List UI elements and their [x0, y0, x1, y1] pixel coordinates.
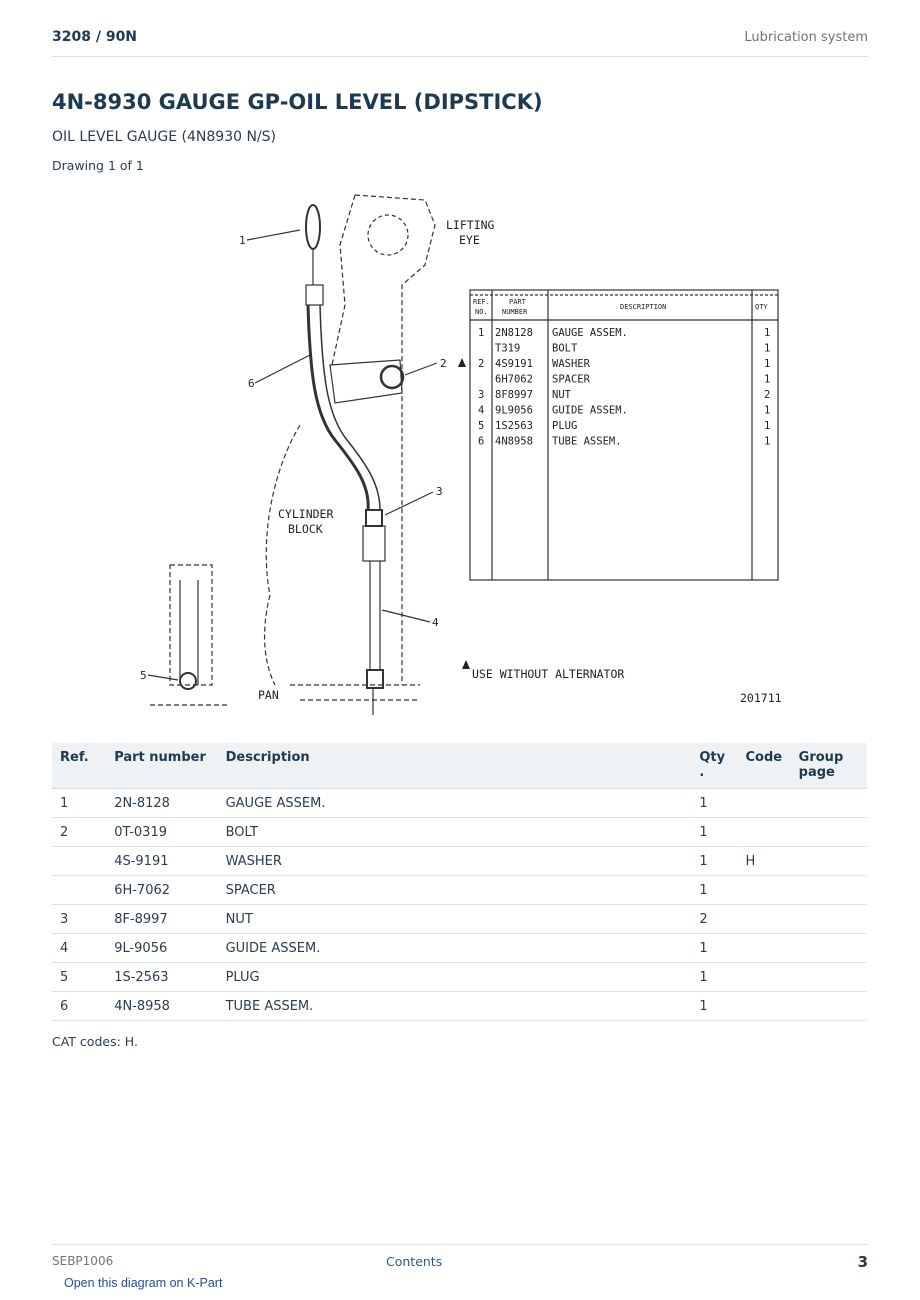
cell-ref: 4 — [52, 934, 106, 963]
cell-code — [737, 963, 790, 992]
cell-part-number: 6H-7062 — [106, 876, 217, 905]
inset-cell-part: 4N8958 — [495, 435, 533, 448]
parts-table — [52, 743, 867, 1021]
col-description: Description — [218, 743, 692, 789]
cell-description: SPACER — [218, 876, 692, 905]
col-code: Code — [737, 743, 790, 789]
inset-header-description: DESCRIPTION — [620, 303, 667, 311]
doc-id: SEBP1006 — [52, 1254, 114, 1268]
inset-cell-ref: 2 — [478, 358, 485, 370]
table-row — [52, 876, 867, 905]
inset-cell-qty: 1 — [764, 358, 771, 370]
cell-part-number: 1S-2563 — [106, 963, 217, 992]
drawing-count: Drawing 1 of 1 — [52, 158, 144, 173]
cell-ref: 1 — [52, 789, 106, 818]
cell-part-number: 4N-8958 — [106, 992, 217, 1021]
callout-3: 3 — [436, 485, 443, 498]
inset-header-part-2: NUMBER — [502, 308, 528, 316]
inset-cell-ref: 1 — [478, 327, 485, 339]
table-row — [52, 789, 867, 818]
col-part-number: Part number — [106, 743, 217, 789]
cell-group-page — [791, 789, 867, 818]
cell-group-page — [791, 934, 867, 963]
callout-6: 6 — [248, 377, 255, 390]
inset-header-part-1: PART — [509, 298, 526, 306]
page-number: 3 — [857, 1253, 868, 1271]
cell-code — [737, 905, 790, 934]
inset-cell-qty: 1 — [764, 373, 771, 386]
cell-part-number: 9L-9056 — [106, 934, 217, 963]
cell-code — [737, 934, 790, 963]
label-cylinder-block-1: CYLINDER — [278, 507, 334, 521]
inset-cell-ref: 5 — [478, 420, 485, 432]
cell-ref: 6 — [52, 992, 106, 1021]
cell-code — [737, 992, 790, 1021]
page-title: 4N-8930 GAUGE GP-OIL LEVEL (DIPSTICK) — [52, 90, 543, 114]
inset-cell-part: 4S9191 — [495, 358, 533, 370]
callout-2: 2 — [440, 357, 447, 370]
cell-description: NUT — [218, 905, 692, 934]
cell-code — [737, 876, 790, 905]
label-pan: PAN — [258, 688, 279, 702]
inset-header-ref-2: NO. — [475, 308, 488, 316]
inset-cell-description: NUT — [552, 389, 571, 401]
table-row — [52, 847, 867, 876]
table-row — [52, 905, 867, 934]
cell-part-number: 2N-8128 — [106, 789, 217, 818]
label-lifting-eye-1: LIFTING — [446, 218, 495, 232]
inset-cell-part: 2N8128 — [495, 327, 533, 339]
inset-header-qty: QTY — [755, 303, 768, 311]
inset-cell-description: SPACER — [552, 373, 590, 386]
cell-ref: 5 — [52, 963, 106, 992]
inset-cell-qty: 2 — [764, 389, 771, 401]
cell-qty: 1 — [691, 847, 737, 876]
col-ref: Ref. — [52, 743, 106, 789]
inset-cell-qty: 1 — [764, 420, 771, 432]
inset-cell-part: 8F8997 — [495, 389, 533, 401]
page-header — [52, 0, 868, 57]
table-row — [52, 963, 867, 992]
page-subtitle: OIL LEVEL GAUGE (4N8930 N/S) — [52, 129, 276, 145]
cell-qty: 2 — [691, 905, 737, 934]
cell-description: GAUGE ASSEM. — [218, 789, 692, 818]
contents-link[interactable]: Contents — [386, 1254, 443, 1269]
table-row — [52, 992, 867, 1021]
kpart-link[interactable]: Open this diagram on K-Part — [64, 1276, 223, 1290]
cell-part-number: 0T-0319 — [106, 818, 217, 847]
table-row — [52, 818, 867, 847]
cell-code: H — [737, 847, 790, 876]
inset-cell-description: WASHER — [552, 358, 590, 370]
label-lifting-eye-2: EYE — [459, 233, 480, 247]
cell-description: TUBE ASSEM. — [218, 992, 692, 1021]
col-group-page: Group page — [791, 743, 867, 789]
inset-cell-part: 9L9056 — [495, 404, 533, 417]
cell-ref — [52, 847, 106, 876]
cell-description: WASHER — [218, 847, 692, 876]
inset-cell-description: GAUGE ASSEM. — [552, 327, 628, 339]
section-label: Lubrication system — [744, 30, 868, 45]
inset-cell-ref: 4 — [478, 404, 485, 417]
inset-cell-qty: 1 — [764, 342, 771, 355]
cell-group-page — [791, 876, 867, 905]
cell-part-number: 8F-8997 — [106, 905, 217, 934]
inset-cell-description: BOLT — [552, 342, 578, 355]
cell-code — [737, 789, 790, 818]
label-note: USE WITHOUT ALTERNATOR — [472, 667, 625, 681]
cell-description: BOLT — [218, 818, 692, 847]
inset-cell-description: TUBE ASSEM. — [552, 435, 622, 448]
cell-qty: 1 — [691, 876, 737, 905]
inset-cell-part: 1S2563 — [495, 420, 533, 432]
cell-qty: 1 — [691, 818, 737, 847]
cell-qty: 1 — [691, 963, 737, 992]
cell-ref: 2 — [52, 818, 106, 847]
label-drawing-no: 201711 — [740, 691, 782, 705]
cell-part-number: 4S-9191 — [106, 847, 217, 876]
cell-group-page — [791, 963, 867, 992]
callout-1: 1 — [239, 234, 246, 247]
callout-5: 5 — [140, 669, 147, 682]
inset-cell-qty: 1 — [764, 404, 771, 417]
inset-header-ref-1: REF. — [473, 298, 490, 306]
inset-cell-qty: 1 — [764, 327, 771, 339]
inset-cell-description: GUIDE ASSEM. — [552, 404, 628, 417]
parts-table-header — [52, 743, 867, 789]
cell-description: GUIDE ASSEM. — [218, 934, 692, 963]
cell-description: PLUG — [218, 963, 692, 992]
inset-cell-part: 6H7062 — [495, 373, 533, 386]
cell-qty: 1 — [691, 992, 737, 1021]
cell-group-page — [791, 905, 867, 934]
model-label: 3208 / 90N — [52, 29, 138, 45]
cell-ref — [52, 876, 106, 905]
cell-ref: 3 — [52, 905, 106, 934]
callout-4: 4 — [432, 616, 439, 629]
inset-cell-qty: 1 — [764, 435, 771, 448]
cell-group-page — [791, 992, 867, 1021]
parts-diagram — [140, 185, 790, 725]
inset-cell-description: PLUG — [552, 420, 578, 432]
cell-qty: 1 — [691, 789, 737, 818]
inset-cell-part: T319 — [495, 342, 521, 355]
table-row — [52, 934, 867, 963]
inset-cell-ref: 6 — [478, 435, 485, 448]
col-qty: Qty . — [691, 743, 737, 789]
cat-codes: CAT codes: H. — [52, 1034, 138, 1049]
cell-qty: 1 — [691, 934, 737, 963]
cell-group-page — [791, 847, 867, 876]
inset-cell-ref: 3 — [478, 389, 485, 401]
label-cylinder-block-2: BLOCK — [288, 522, 323, 536]
cell-code — [737, 818, 790, 847]
cell-group-page — [791, 818, 867, 847]
